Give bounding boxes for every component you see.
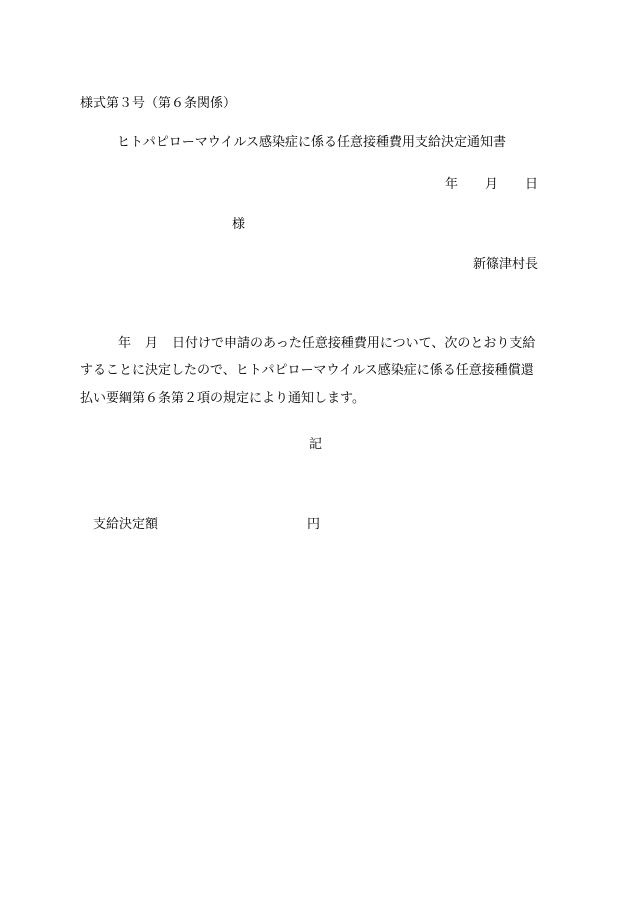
body-line-1-text: 日付けで申請のあった任意接種費用について、次のとおり支給 [172, 336, 536, 351]
date-month-label: 月 [485, 177, 499, 192]
date-year-label: 年 [445, 177, 459, 192]
recipient-suffix: 様 [232, 217, 246, 232]
issuer-name: 新篠津村長 [473, 257, 539, 272]
form-number: 様式第３号（第６条関係） [80, 96, 237, 111]
body-year-label: 年 [118, 336, 132, 351]
body-line-3: 払い要綱第６条第２項の規定により通知します。 [80, 391, 365, 406]
body-line-1 [80, 336, 535, 352]
document-title: ヒトパピローマウイルス感染症に係る任意接種費用支給決定通知書 [117, 135, 506, 150]
date-line [445, 177, 538, 193]
body-line-2: することに決定したので、ヒトパピローマウイルス感染症に係る任意接種償還 [80, 363, 534, 378]
record-mark: 記 [309, 437, 323, 452]
date-day-label: 日 [525, 177, 539, 192]
amount-label: 支給決定額 [93, 517, 159, 532]
amount-unit: 円 [307, 517, 321, 532]
body-month-label: 月 [145, 336, 159, 351]
